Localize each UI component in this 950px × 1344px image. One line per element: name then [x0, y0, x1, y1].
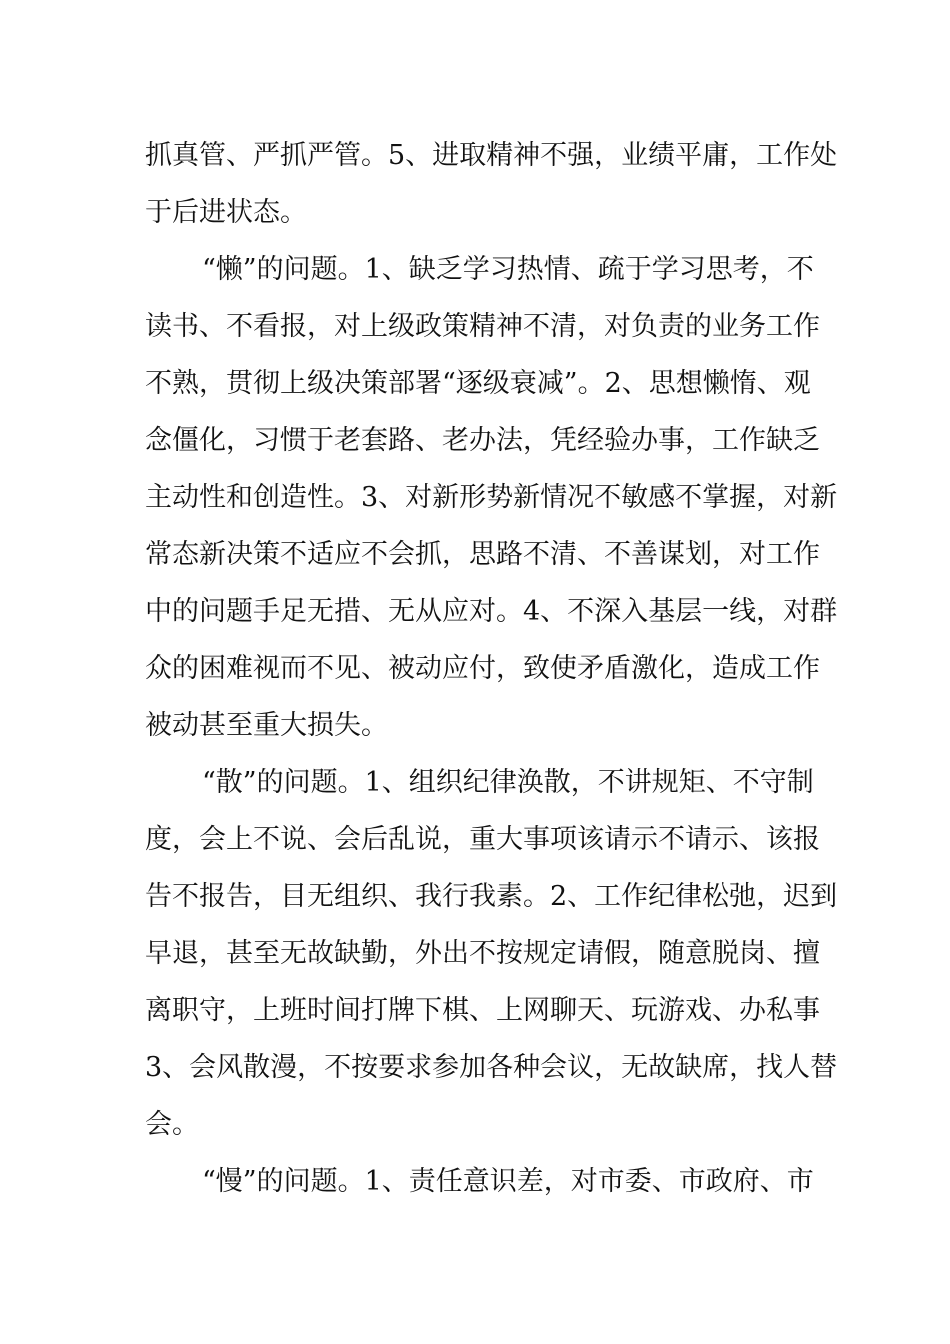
text-line: 会。 — [145, 1109, 199, 1140]
text-line: 告不报告，目无组织、我行我素。2、工作纪律松弛，迟到 — [145, 881, 838, 912]
text-line: 众的困难视而不见、被动应付，致使矛盾激化，造成工作 — [145, 653, 820, 684]
paragraph-start-line: “散”的问题。1、组织纪律涣散，不讲规矩、不守制 — [202, 767, 814, 798]
text-line: 度，会上不说、会后乱说，重大事项该请示不请示、该报 — [145, 824, 820, 855]
text-line: 主动性和创造性。3、对新形势新情况不敏感不掌握，对新 — [145, 482, 838, 513]
text-line: 于后进状态。 — [145, 197, 307, 228]
document-body — [145, 127, 838, 1210]
text-line: 中的问题手足无措、无从应对。4、不深入基层一线，对群 — [145, 596, 838, 627]
text-line: 早退，甚至无故缺勤，外出不按规定请假，随意脱岗、擅 — [145, 938, 820, 969]
text-line: 读书、不看报，对上级政策精神不清，对负责的业务工作 — [145, 311, 820, 342]
paragraph-start-line: “懒”的问题。1、缺乏学习热情、疏于学习思考，不 — [202, 254, 814, 285]
text-line: 被动甚至重大损失。 — [145, 710, 388, 741]
text-line: 不熟，贯彻上级决策部署“逐级衰减”。2、思想懒惰、观 — [145, 368, 811, 399]
text-line: 念僵化，习惯于老套路、老办法，凭经验办事，工作缺乏 — [145, 425, 820, 456]
text-line: 常态新决策不适应不会抓，思路不清、不善谋划，对工作 — [145, 539, 820, 570]
text-line: 抓真管、严抓严管。5、进取精神不强，业绩平庸，工作处 — [145, 140, 838, 171]
text-line: 3、会风散漫，不按要求参加各种会议，无故缺席，找人替 — [145, 1052, 838, 1083]
text-line: 离职守，上班时间打牌下棋、上网聊天、玩游戏、办私事 — [145, 995, 820, 1026]
paragraph-start-line: “慢”的问题。1、责任意识差，对市委、市政府、市 — [202, 1166, 814, 1197]
